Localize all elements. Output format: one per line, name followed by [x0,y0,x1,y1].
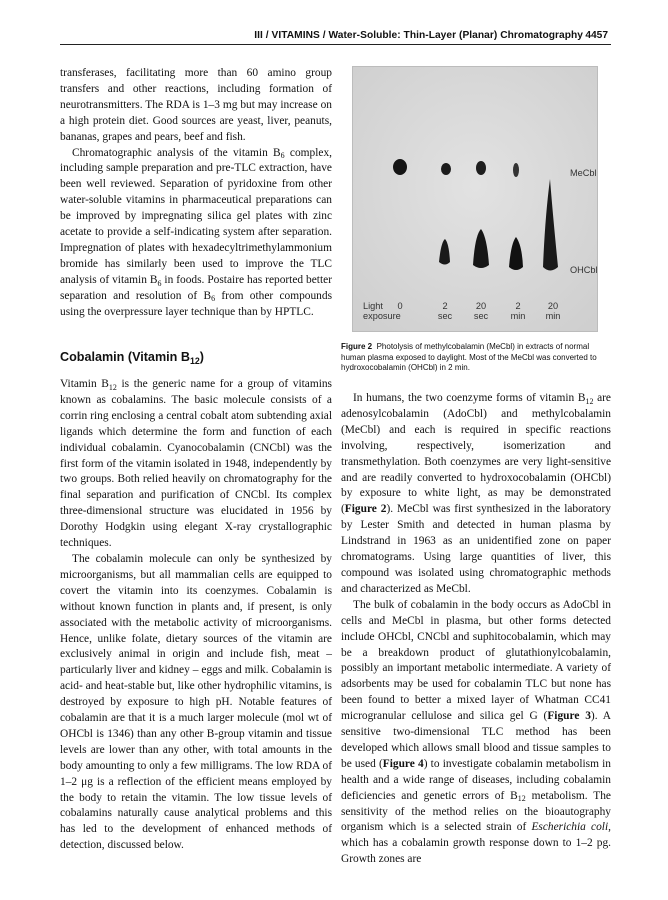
lane-unit: sec [437,311,453,321]
header-rule [60,44,611,45]
figure-2-photo [352,66,598,332]
figure-reference: Figure 4 [382,757,424,770]
lane-label: 2 [442,301,448,311]
caption-text: Photolysis of methylcobalamin (MeCbl) in extracts of normal human plasma exposed to daylight. Most of the MeCbl was converted to hydroxocobalamin (OHCbl) in 2 min. [341,342,597,373]
chromatogram-image [353,67,597,331]
lane-label: 20 [547,301,559,311]
caption-label: Figure 2 [341,342,373,351]
figure-caption [341,342,611,374]
right-column [341,391,611,868]
paragraph: The cobalamin molecule can only be synthesized by microorganisms, but all mammalian cells are equipped to covert the vitamin into its coenzymes. Cobalamin is without known function in plants and, if present, is only associated with the metabolic activity of microorganisms. Hence, unlike folate, dietary sources of the vitamin are exclusively animal in origin and include fish, meat – particularly liver and kidney – eggs and milk. Cobalamin is acid- and heat-stable but, like other hydrophilic vitamins, is destroyed by exposure to high pH. Notable features of cobalamin are that it is a much larger molecule (mol wt of OHCbl is 1346) than any other B-group vitamin and tissue levels are lower than any other, with total amounts in the body amounting to only a few milligrams. The low RDA of 1–2 μg is a reflection of the efficient means employed by the body to retain the vitamin. The low tissue levels of cobalamins naturally cause analytical problems and this has led to the development of enhanced methods of detection, discussed below. [60,552,332,852]
left-column-top [60,66,332,321]
lane-unit: min [545,311,561,321]
figure-reference: Figure 3 [547,710,591,723]
axis-light: Light [363,301,383,311]
lane-label: 2 [515,301,521,311]
paragraph: Vitamin $B_{12}$ is the generic name for a group of vitamins known as cobalamins. The basic molecule consists of a corrin ring enclosing a central cobalt atom subtending axial ligands which determine the form and function of each individual cobalamin. Cyanocobalamin (CNCbl) was the first form of the vitamin isolated in 1948, independently by two groups. Both relied heavily on chromatography for the final separation and purification of CNCbl. Its complex three-dimensional structure was elucidated in 1956 by Dorothy Hodgkin using elegant X-ray crystallographic techniques. [60,378,332,550]
spot [513,163,519,177]
running-header [0,26,668,46]
paragraph: In humans, the two coenzyme forms of vitamin $B_{12}$ are adenosylcobalamin (AdoCbl) and methylcobalamin (MeCbl) and each is required in specific reactions involving, respectively, isomerization and transmethylation. Both coenzymes are very light-sensitive and are readily converted to hydroxocobalamin (OHCbl) by exposure to white light, as may be demonstrated (Figure 2). MeCbl was first synthesized in the laboratory by Lester Smith and detected in human plasma by Lindstrand in 1963 as an unidentified zone on paper chromatograms. Using large quantities of liver, this compound was isolated using chromatographic methods and characterized as MeCbl. [341,392,611,595]
lane-label: 20 [475,301,487,311]
spot [476,161,486,175]
paragraph: The bulk of cobalamin in the body occurs as AdoCbl in cells and MeCbl in plasma, but other forms detected include OHCbl, CNCbl and suphitocobalamin, which may be a breakdown product of glutathionylcobalamin, possibly an important metabolic intermediate. A variety of adsorbents may be used for cobalamin TLC but none has been found to better a mixed layer of Whatman CC41 microgranular cellulose and silica gel G (Figure 3). A sensitive two-dimensional TLC method has been developed which allows small blood and tissue samples to be used (Figure 4) to investigate cobalamin metabolism in health and a wide range of diseases, including cobalamin deficiencies and genetic errors of $B_{12}$ metabolism. The sensitivity of the method relies on the bioautography organism which is a selected strain of Escherichia coli, which has a cobalamin growth response down to 1–2 pg. Growth zones are [341,598,612,866]
lane-unit: min [510,311,526,321]
species-name: Escherichia coli [531,821,609,834]
label-mecbl: MeCbl [570,168,597,178]
paragraph: transferases, facilitating more than 60 amino group transfers and other reactions, including formation of neurotransmitters. The RDA is 1–3 mg but may increase on a high protein diet. Good sources are yeast, liver, peanuts, bananas, grapes and pears, beef and fish. [60,67,332,143]
label-ohcbl: OHCbl [570,265,597,275]
spot [393,159,407,175]
lane-unit: sec [473,311,489,321]
lane-label: 0 [397,301,403,311]
spot [441,163,451,175]
running-header-section: III / VITAMINS / Water-Soluble: Thin-Layer (Planar) Chromatography [254,30,583,41]
left-column-bottom [60,377,332,854]
page-number: 4457 [585,30,608,41]
section-heading: Cobalamin (Vitamin $B_{12}$) [60,350,204,367]
axis-exposure: exposure [363,311,401,321]
figure-reference: Figure 2 [344,503,387,516]
paragraph: Chromatographic analysis of the vitamin $B_6$ complex, including sample preparation and pre-TLC extraction, have been well reviewed. Separation of pyridoxine from other water-soluble vitamins in pharmaceutical preparations can be improved by impregnating silica gel plates with zinc acetate to provide a self-indicating system after separation. Impregnation of plates with hexadecyltrimethylammonium bromide has similarly been used to improve the TLC analysis of vitamin $B_6$ in foods. Postaire has reported better separation and resolution of $B_6$ from other compounds using the overpressure layer technique than by HPTLC. [60,146,333,318]
